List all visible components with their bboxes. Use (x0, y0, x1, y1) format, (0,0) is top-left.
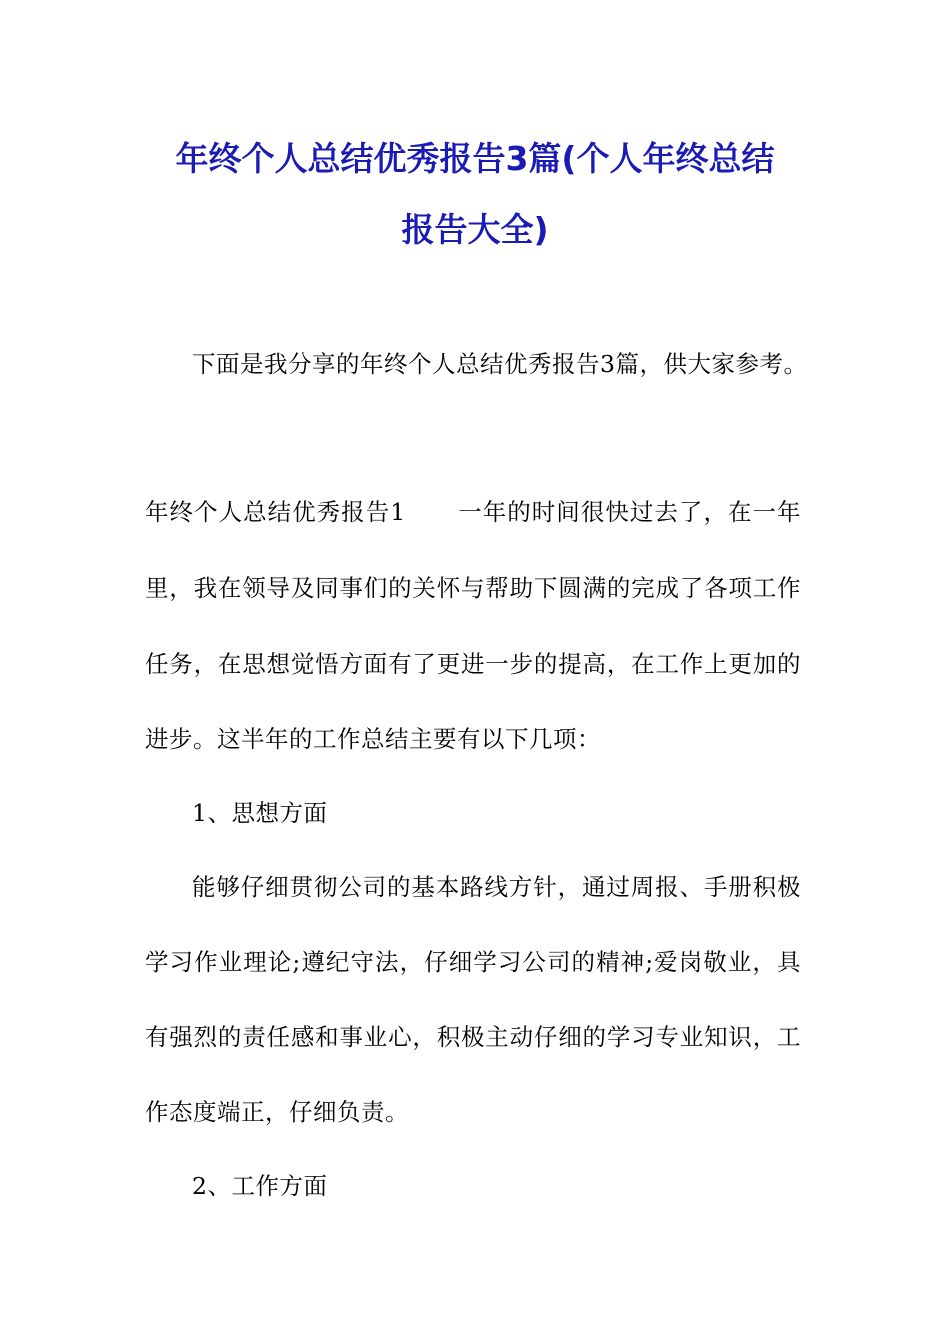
document-title-line-1: 年终个人总结优秀报告3篇(个人年终总结 (175, 139, 775, 178)
report1-heading: 年终个人总结优秀报告1 (145, 498, 406, 526)
section1-line-3: 有强烈的责任感和事业心，积极主动仔细的学习专业知识，工 (145, 1023, 801, 1051)
report1-line-4: 进步。这半年的工作总结主要有以下几项： (145, 725, 601, 753)
report1-line1-text: 一年的时间很快过去了，在一年 (457, 498, 802, 526)
section1-line-1: 能够仔细贯彻公司的基本路线方针，通过周报、手册积极 (192, 873, 801, 901)
document-title-line-2: 报告大全) (401, 210, 549, 249)
section2-heading: 2、工作方面 (192, 1172, 328, 1200)
intro-paragraph: 下面是我分享的年终个人总结优秀报告3篇，供大家参考。 (192, 350, 808, 378)
report1-first-line (145, 493, 801, 527)
report1-line-3: 任务，在思想觉悟方面有了更进一步的提高，在工作上更加的 (145, 650, 801, 678)
report1-line-2: 里，我在领导及同事们的关怀与帮助下圆满的完成了各项工作 (145, 574, 801, 602)
section1-heading: 1、思想方面 (192, 799, 328, 827)
section1-line-4: 作态度端正，仔细负责。 (145, 1098, 409, 1126)
section1-line-2: 学习作业理论;遵纪守法，仔细学习公司的精神;爱岗敬业，具 (145, 948, 801, 976)
